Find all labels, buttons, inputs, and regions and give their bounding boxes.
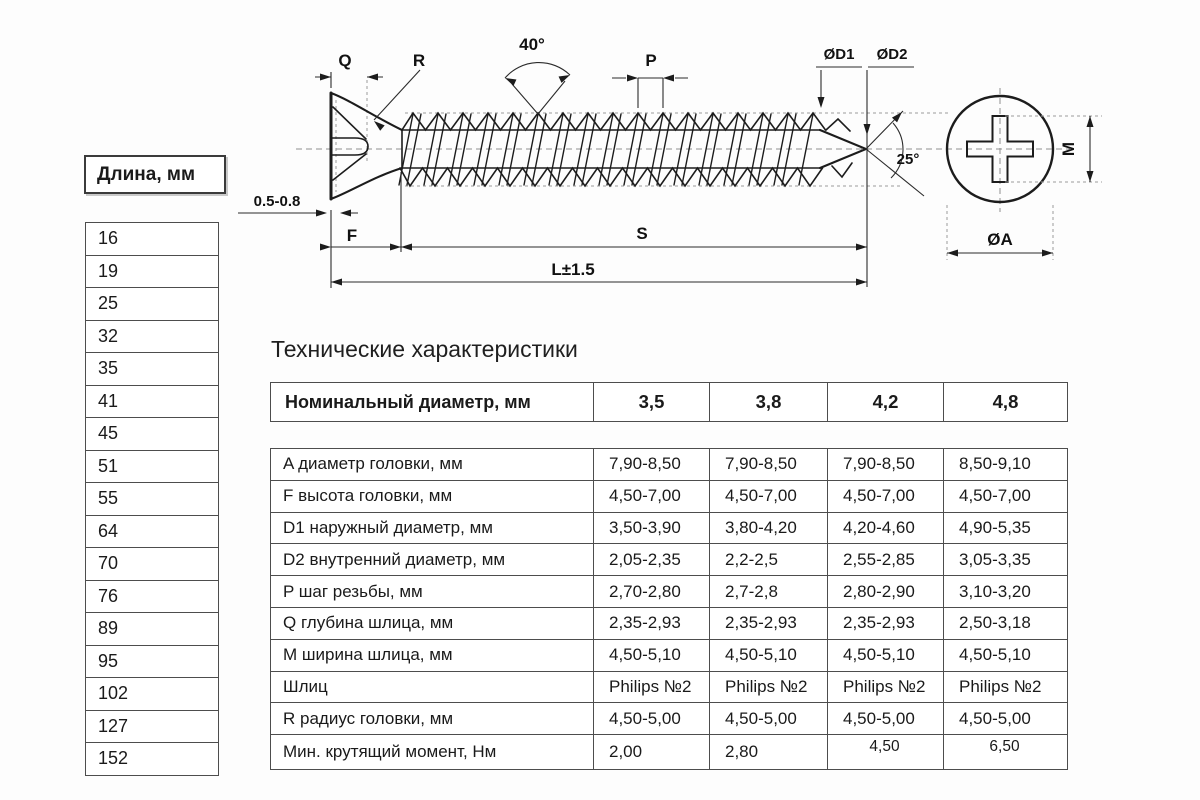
label-s: S (636, 224, 648, 243)
length-row (86, 548, 219, 581)
length-row (86, 288, 219, 321)
spec-value-cell: 7,90-8,50 (828, 449, 944, 481)
spec-row (271, 703, 1068, 735)
length-value: 32 (86, 320, 219, 353)
spec-value-cell: 4,20-4,60 (828, 512, 944, 544)
spec-value-cell: Philips №2 (828, 671, 944, 703)
specs-title: Технические характеристики (271, 336, 578, 362)
spec-value-cell: 2,7-2,8 (710, 576, 828, 608)
spec-header-label: Номинальный диаметр, мм (271, 383, 594, 422)
length-value: 51 (86, 450, 219, 483)
spec-value-cell: 2,35-2,93 (710, 607, 828, 639)
spec-value-cell: 4,50-7,00 (944, 480, 1068, 512)
length-value: 76 (86, 580, 219, 613)
label-m: M (1059, 141, 1078, 157)
spec-value-cell: 4,50 (828, 735, 944, 770)
spec-row-label: A диаметр головки, мм (271, 449, 594, 481)
spec-row-label: D1 наружный диаметр, мм (271, 512, 594, 544)
spec-value-cell: 3,10-3,20 (944, 576, 1068, 608)
length-value: 95 (86, 645, 219, 678)
length-row (86, 483, 219, 516)
spec-value-cell: 4,50-5,10 (944, 639, 1068, 671)
diameter-header-cell: 4,8 (944, 383, 1068, 422)
spec-row (271, 639, 1068, 671)
label-p: P (645, 51, 657, 70)
spec-value-cell: 2,50-3,18 (944, 607, 1068, 639)
length-table-header: Длина, мм (84, 155, 226, 194)
spec-row (271, 576, 1068, 608)
spec-row (271, 544, 1068, 576)
diameter-header-cell: 3,8 (710, 383, 828, 422)
spec-row (271, 671, 1068, 703)
length-value: 127 (86, 710, 219, 743)
spec-header-row (271, 383, 1068, 422)
spec-value-cell: 4,50-5,00 (828, 703, 944, 735)
spec-row-label: Q глубина шлица, мм (271, 607, 594, 639)
spec-value-cell: 8,50-9,10 (944, 449, 1068, 481)
diameter-header-cell: 4,2 (828, 383, 944, 422)
length-row (86, 353, 219, 386)
spec-value-cell: Philips №2 (594, 671, 710, 703)
spec-value-cell: 2,70-2,80 (594, 576, 710, 608)
spec-value-cell: Philips №2 (944, 671, 1068, 703)
spec-value-cell: 2,35-2,93 (594, 607, 710, 639)
spec-row (271, 480, 1068, 512)
spec-row-label: R радиус головки, мм (271, 703, 594, 735)
dimension-lines (238, 63, 1102, 288)
spec-value-cell: 2,80-2,90 (828, 576, 944, 608)
spec-value-cell: 2,2-2,5 (710, 544, 828, 576)
spec-value-cell: 4,50-5,10 (594, 639, 710, 671)
spec-value-cell: 6,50 (944, 735, 1068, 770)
spec-value-cell: 2,05-2,35 (594, 544, 710, 576)
length-row (86, 255, 219, 288)
label-40deg: 40° (519, 35, 545, 54)
length-table-body (86, 223, 219, 776)
spec-table-body (271, 449, 1068, 770)
length-value: 102 (86, 678, 219, 711)
length-value: 152 (86, 743, 219, 776)
length-row (86, 515, 219, 548)
label-25deg: 25° (896, 151, 920, 168)
length-value: 89 (86, 613, 219, 646)
length-row (86, 645, 219, 678)
length-value: 41 (86, 385, 219, 418)
spec-value-cell: 7,90-8,50 (594, 449, 710, 481)
length-row (86, 385, 219, 418)
spec-value-cell: 4,50-7,00 (710, 480, 828, 512)
length-value: 70 (86, 548, 219, 581)
spec-value-cell: 4,50-7,00 (828, 480, 944, 512)
spec-value-cell: 4,50-5,10 (828, 639, 944, 671)
spec-row-label: P шаг резьбы, мм (271, 576, 594, 608)
length-row (86, 580, 219, 613)
spec-value-cell: 7,90-8,50 (710, 449, 828, 481)
spec-header-table (270, 382, 1068, 422)
spec-value-cell: 4,50-5,00 (594, 703, 710, 735)
label-d1: ØD1 (823, 46, 855, 63)
spec-row-label: M ширина шлица, мм (271, 639, 594, 671)
spec-row (271, 607, 1068, 639)
label-r: R (412, 51, 426, 70)
spec-value-cell: 4,50-5,00 (944, 703, 1068, 735)
length-value: 45 (86, 418, 219, 451)
spec-row-label: F высота головки, мм (271, 480, 594, 512)
spec-table (270, 448, 1068, 770)
centerlines (296, 80, 1070, 212)
spec-value-cell: Philips №2 (710, 671, 828, 703)
spec-row-label: D2 внутренний диаметр, мм (271, 544, 594, 576)
spec-value-cell: 2,00 (594, 735, 710, 770)
length-value: 35 (86, 353, 219, 386)
length-value: 19 (86, 255, 219, 288)
length-value: 64 (86, 515, 219, 548)
length-value: 25 (86, 288, 219, 321)
length-row (86, 678, 219, 711)
length-row (86, 613, 219, 646)
spec-value-cell: 2,80 (710, 735, 828, 770)
length-row (86, 320, 219, 353)
spec-value-cell: 4,50-5,10 (710, 639, 828, 671)
label-a: ØA (987, 230, 1013, 249)
spec-value-cell: 2,35-2,93 (828, 607, 944, 639)
label-d2: ØD2 (876, 46, 908, 63)
spec-value-cell: 3,05-3,35 (944, 544, 1068, 576)
spec-row (271, 735, 1068, 770)
length-row (86, 418, 219, 451)
dimension-labels (254, 35, 1078, 279)
spec-value-cell: 3,80-4,20 (710, 512, 828, 544)
length-table (85, 222, 219, 776)
length-row (86, 743, 219, 776)
label-f: F (346, 226, 358, 245)
length-row (86, 223, 219, 256)
spec-value-cell: 3,50-3,90 (594, 512, 710, 544)
spec-row-label: Мин. крутящий момент, Нм (271, 735, 594, 770)
label-face-thickness: 0.5-0.8 (253, 193, 301, 210)
length-row (86, 450, 219, 483)
spec-value-cell: 4,50-5,00 (710, 703, 828, 735)
length-value: 16 (86, 223, 219, 256)
spec-row (271, 449, 1068, 481)
spec-value-cell: 4,50-7,00 (594, 480, 710, 512)
label-q: Q (338, 51, 352, 70)
length-row (86, 710, 219, 743)
spec-value-cell: 4,90-5,35 (944, 512, 1068, 544)
spec-value-cell: 2,55-2,85 (828, 544, 944, 576)
length-value: 55 (86, 483, 219, 516)
spec-row (271, 512, 1068, 544)
diameter-header-cell: 3,5 (594, 383, 710, 422)
spec-row-label: Шлиц (271, 671, 594, 703)
label-l: L±1.5 (551, 260, 595, 279)
